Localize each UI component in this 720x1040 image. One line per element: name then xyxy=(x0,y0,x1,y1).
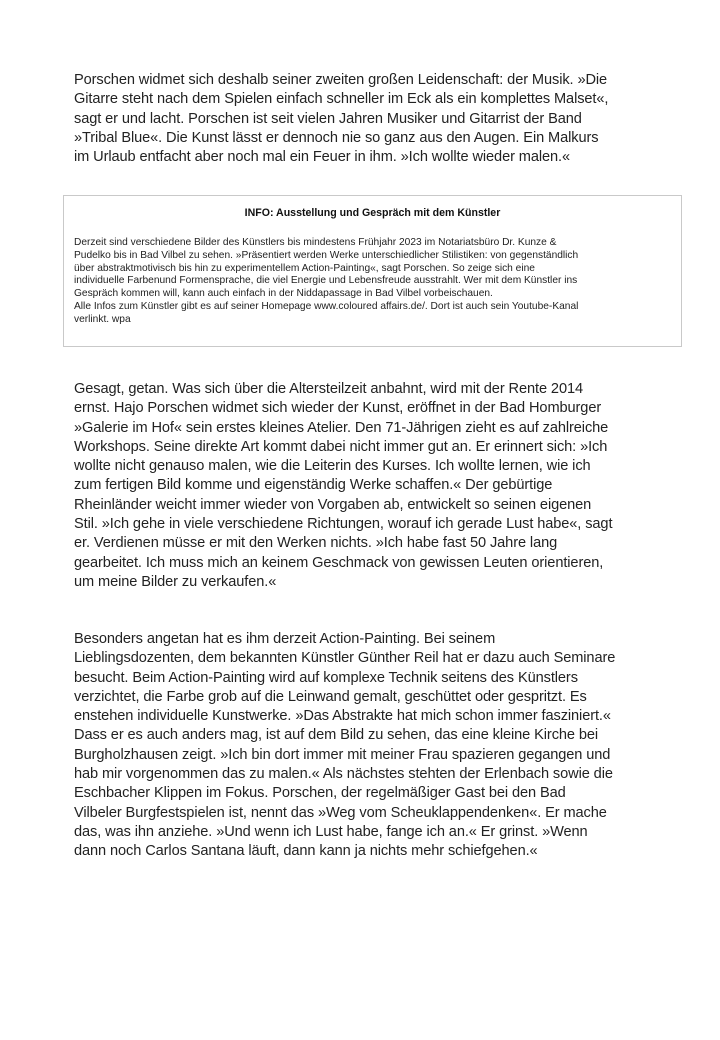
info-box xyxy=(63,195,682,347)
paragraph-action-painting xyxy=(74,630,684,862)
info-line: Pudelko bis in Bad Vilbel zu sehen. »Präsentiert werden Werke unterschiedlicher Stilistiken: von gegenständlich xyxy=(74,249,579,261)
text-line: Stil. »Ich gehe in viele verschiedene Richtungen, worauf ich gerade Lust habe«, sagt xyxy=(74,516,613,533)
text-line: Vilbeler Burgfestspielen ist, nennt das »Weg vom Scheuklappendenken«. Er mache xyxy=(74,804,607,821)
text-line: Burgholzhausen zeigt. »Ich bin dort immer mit meiner Frau spazieren gegangen und xyxy=(74,746,611,763)
info-line: Gespräch kommen will, kann auch einfach in der Niddapassage in Bad Vilbel vorbeischauen. xyxy=(74,288,493,300)
text-line: Gesagt, getan. Was sich über die Altersteilzeit anbahnt, wird mit der Rente 2014 xyxy=(74,381,584,397)
text-line: verzichtet, die Farbe grob auf die Leinwand gemalt, geschüttet oder gespritzt. Es xyxy=(74,688,587,705)
text-line: Besonders angetan hat es ihm derzeit Action-Painting. Bei seinem xyxy=(74,631,496,647)
text-line: wollte nicht genauso malen, wie die Leiterin des Kurses. Ich wollte lernen, wie ich xyxy=(74,458,591,475)
text-line: Dass er es auch anders mag, ist auf dem Bild zu sehen, das eine kleine Kirche bei xyxy=(74,727,599,744)
text-line: Porschen widmet sich deshalb seiner zweiten großen Leidenschaft: der Musik. »Die xyxy=(74,72,608,88)
text-line: Lieblingsdozenten, dem bekannten Künstler Günther Reil hat er dazu auch Seminare xyxy=(74,650,616,667)
info-line: über abstraktmotivisch bis hin zu experimentellem Action-Painting«, sagt Porschen. So zeige sich eine xyxy=(74,262,535,274)
info-line: Derzeit sind verschiedene Bilder des Künstlers bis mindestens Frühjahr 2023 im Notariatsbüro Dr. Kunze & xyxy=(74,237,557,248)
text-line: Eschbacher Klippen im Fokus. Porschen, der regelmäßiger Gast bei den Bad xyxy=(74,785,566,802)
text-line: Gitarre steht nach dem Spielen einfach schneller im Eck als ein komplettes Malset«, xyxy=(74,91,609,108)
text-line: »Galerie im Hof« sein erstes kleines Atelier. Den 71-Jährigen zieht es auf zahlreiche xyxy=(74,419,609,436)
text-line: zum fertigen Bild komme und eigenständig Werke schaffen.« Der gebürtige xyxy=(74,477,553,494)
text-line: »Tribal Blue«. Die Kunst lässt er dennoch nie so ganz aus den Augen. Ein Malkurs xyxy=(74,129,599,146)
info-line: individuelle Farbenund Formensprache, die viel Energie und Lebensfreude ausstrahlt. Wer mit dem Künstler ins xyxy=(74,275,578,287)
text-line: dann noch Carlos Santana läuft, dann kann ja nichts mehr schiefgehen.« xyxy=(74,843,538,860)
text-line: ernst. Hajo Porschen widmet sich wieder der Kunst, eröffnet in der Bad Homburger xyxy=(74,400,602,417)
info-box-title: INFO: Ausstellung und Gespräch mit dem Künstler xyxy=(244,207,501,219)
info-box-body xyxy=(74,237,674,327)
text-line: Workshops. Seine direkte Art kommt dabei nicht immer gut an. Er erinnert sich: »Ich xyxy=(74,438,608,455)
text-line: sagt er und lacht. Porschen ist seit vielen Jahren Musiker und Gitarrist der Band xyxy=(74,110,582,127)
text-line: enstehen individuelle Kunstwerke. »Das Abstrakte hat mich schon immer fasziniert.« xyxy=(74,708,611,725)
paragraph-retirement xyxy=(74,380,684,592)
paragraph-music xyxy=(74,71,684,167)
text-line: er. Verdienen müsse er mit den Werken nichts. »Ich habe fast 50 Jahre lang xyxy=(74,535,558,552)
text-line: um meine Bilder zu verkaufen.« xyxy=(74,573,277,590)
info-line: Alle Infos zum Künstler gibt es auf seiner Homepage www.coloured affairs.de/. Dort ist auch sein Youtube-Kanal xyxy=(74,300,579,312)
text-line: das, was ihn anziehe. »Und wenn ich Lust habe, fange ich an.« Er grinst. »Wenn xyxy=(74,823,588,840)
text-line: gearbeitet. Ich muss mich an keinem Geschmack von gewissen Leuten orientieren, xyxy=(74,554,604,571)
text-line: besucht. Beim Action-Painting wird auf komplexe Technik seitens des Künstlers xyxy=(74,669,578,686)
text-line: Rheinländer weicht immer wieder von Vorgaben ab, entwickelt so seinen eigenen xyxy=(74,496,592,513)
info-line: verlinkt. wpa xyxy=(74,313,131,325)
text-line: hab mir vorgenommen das zu malen.« Als nächstes stehten der Erlenbach sowie die xyxy=(74,766,613,783)
text-line: im Urlaub entfacht aber noch mal ein Feuer in ihm. »Ich wollte wieder malen.« xyxy=(74,149,571,166)
